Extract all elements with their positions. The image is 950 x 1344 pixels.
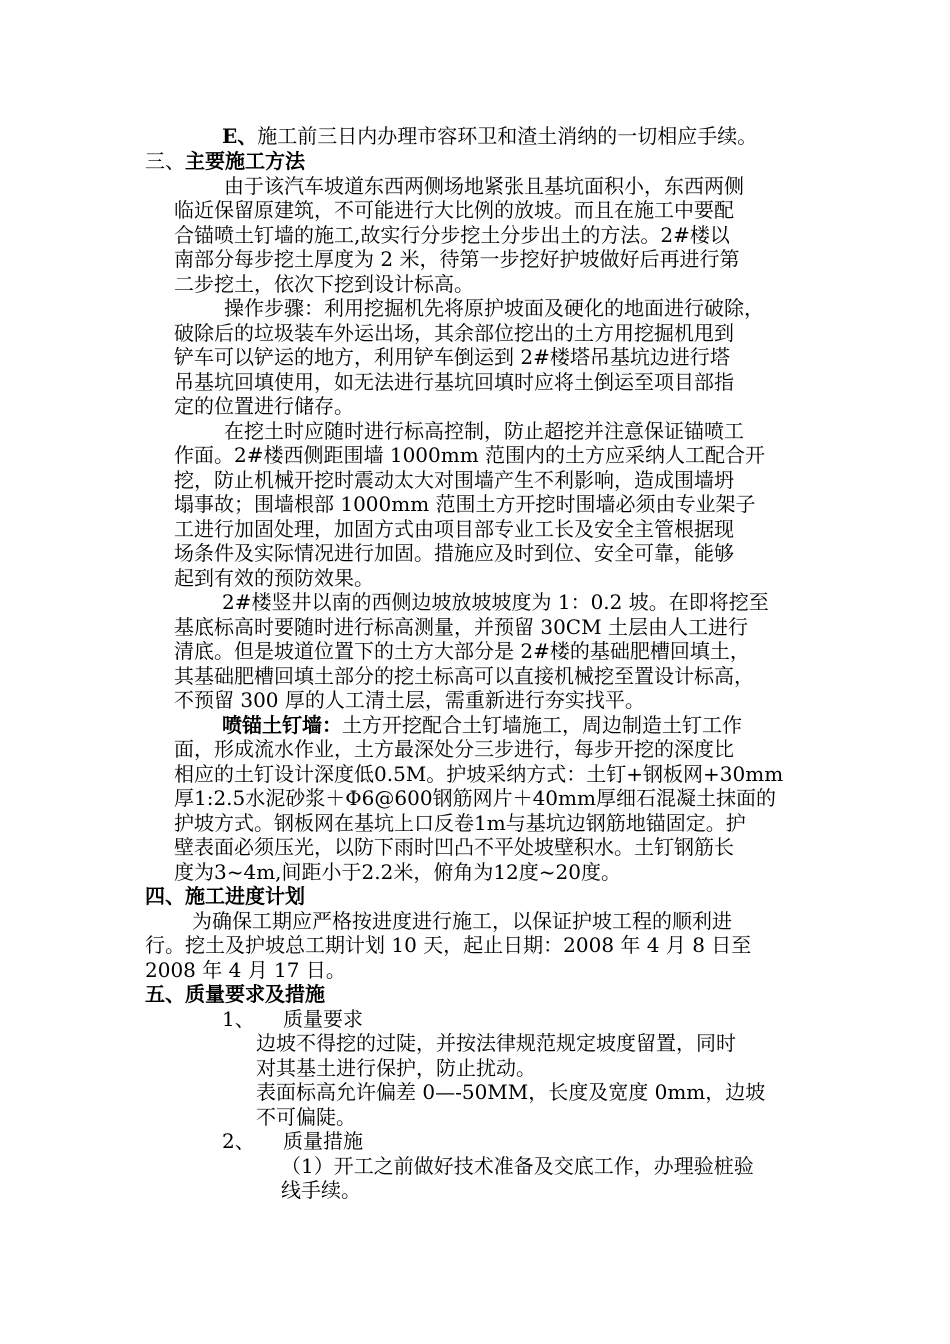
paragraph-line: 边坡不得挖的过陡，并按法律规范规定坡度留置，同时 — [256, 1031, 736, 1055]
paragraph-line: 吊基坑回填使用，如无法进行基坑回填时应将土倒运至项目部指 — [174, 370, 734, 394]
list-title: 质量措施 — [283, 1129, 363, 1153]
paragraph-line: 对其基土进行保护，防止扰动。 — [256, 1056, 536, 1080]
section-5-heading: 五、质量要求及措施 — [145, 982, 325, 1006]
paragraph-line: 2#楼竖井以南的西侧边坡放坡坡度为 1：0.2 坡。在即将挖至 — [222, 590, 769, 614]
paragraph-line — [222, 713, 742, 737]
paragraph-line: 不可偏陡。 — [256, 1105, 356, 1129]
list-number: 2、 — [222, 1129, 255, 1153]
item-e-prefix: E、 — [222, 124, 258, 148]
paragraph-line: 表面标高允许偏差 0—-50MM，长度及宽度 0mm，边坡 — [256, 1080, 766, 1104]
paragraph-line: 壁表面必须压光，以防下雨时凹凸不平处坡壁积水。土钉钢筋长 — [174, 835, 734, 859]
paragraph-line: 行。挖土及护坡总工期计划 10 天，起止日期：2008 年 4 月 8 日至 — [145, 933, 752, 957]
paragraph-line: 南部分每步挖土厚度为 2 米，待第一步挖好护坡做好后再进行第 — [174, 247, 740, 271]
paragraph-line: 其基础肥槽回填土部分的挖土标高可以直接机械挖至置设计标高， — [174, 664, 754, 688]
paragraph-line: 临近保留原建筑，不可能进行大比例的放坡。而且在施工中要配 — [174, 198, 734, 222]
section-4-heading: 四、施工进度计划 — [145, 884, 305, 908]
paragraph-line: 铲车可以铲运的地方，利用铲车倒运到 2#楼塔吊基坑边进行塔 — [174, 345, 730, 369]
paragraph-line: 工进行加固处理，加固方式由项目部专业工长及安全主管根据现 — [174, 517, 734, 541]
paragraph-line: 不预留 300 厚的人工清土层，需重新进行夯实找平。 — [174, 688, 645, 712]
shotcrete-nail-wall-label: 喷锚土钉墙： — [222, 713, 342, 737]
paragraph-line: 二步挖土，依次下挖到设计标高。 — [174, 272, 474, 296]
paragraph-line: 挖，防止机械开挖时震动太大对围墙产生不利影响，造成围墙坍 — [174, 468, 734, 492]
list-number: 1、 — [222, 1007, 255, 1031]
paragraph-line: 度为3~4m,间距小于2.2米，俯角为12度~20度。 — [174, 860, 621, 884]
paragraph-line: 定的位置进行储存。 — [174, 394, 354, 418]
paragraph-line: 合锚喷土钉墙的施工,故实行分步挖土分步出土的方法。2#楼以 — [174, 223, 730, 247]
paragraph-line: 厚1:2.5水泥砂浆＋Φ6@600钢筋网片＋40mm厚细石混凝土抹面的 — [174, 786, 776, 810]
paragraph-text: 土方开挖配合土钉墙施工，周边制造土钉工作 — [342, 713, 742, 737]
section-3-heading — [145, 149, 305, 173]
paragraph-line: 破除后的垃圾装车外运出场，其余部位挖出的土方用挖掘机甩到 — [174, 321, 734, 345]
paragraph-line: 塌事故；围墙根部 1000mm 范围土方开挖时围墙必须由专业架子 — [174, 492, 756, 516]
paragraph-line: 在挖土时应随时进行标高控制，防止超挖并注意保证锚喷工 — [224, 419, 744, 443]
paragraph-line: 为确保工期应严格按进度进行施工，以保证护坡工程的顺利进 — [192, 909, 732, 933]
paragraph-line: 作面。2#楼西侧距围墙 1000mm 范围内的土方应采纳人工配合开 — [174, 443, 766, 467]
paragraph-line: 基底标高时要随时进行标高测量，并预留 30CM 土层由人工进行 — [174, 615, 748, 639]
paragraph-line: 由于该汽车坡道东西两侧场地紧张且基坑面积小，东西两侧 — [224, 174, 744, 198]
section-3-title: 主要施工方法 — [185, 149, 305, 173]
paragraph-line: （1）开工之前做好技术准备及交底工作，办理验桩验 — [281, 1154, 754, 1178]
paragraph-line: 场条件及实际情况进行加固。措施应及时到位、安全可靠，能够 — [174, 541, 734, 565]
item-e-text: 施工前三日内办理市容环卫和渣土消纳的一切相应手续。 — [257, 124, 758, 148]
paragraph-line: 面，形成流水作业，土方最深处分三步进行，每步开挖的深度比 — [174, 737, 734, 761]
paragraph-line: 相应的土钉设计深度低0.5M。护坡采纳方式：土钉+钢板网+30mm — [174, 762, 784, 786]
paragraph-line: 清底。但是坡道位置下的土方大部分是 2#楼的基础肥槽回填土， — [174, 639, 750, 663]
paragraph-line: 护坡方式。钢板网在基坑上口反卷1m与基坑边钢筋地锚固定。护 — [174, 811, 746, 835]
paragraph-line: 2008 年 4 月 17 日。 — [145, 958, 346, 982]
list-title: 质量要求 — [283, 1007, 363, 1031]
paragraph-line: 操作步骤：利用挖掘机先将原护坡面及硬化的地面进行破除， — [224, 296, 764, 320]
paragraph-line: 线手续。 — [281, 1178, 361, 1202]
section-3-number: 三、 — [145, 149, 185, 173]
item-e — [222, 124, 757, 148]
paragraph-line: 起到有效的预防效果。 — [174, 566, 374, 590]
